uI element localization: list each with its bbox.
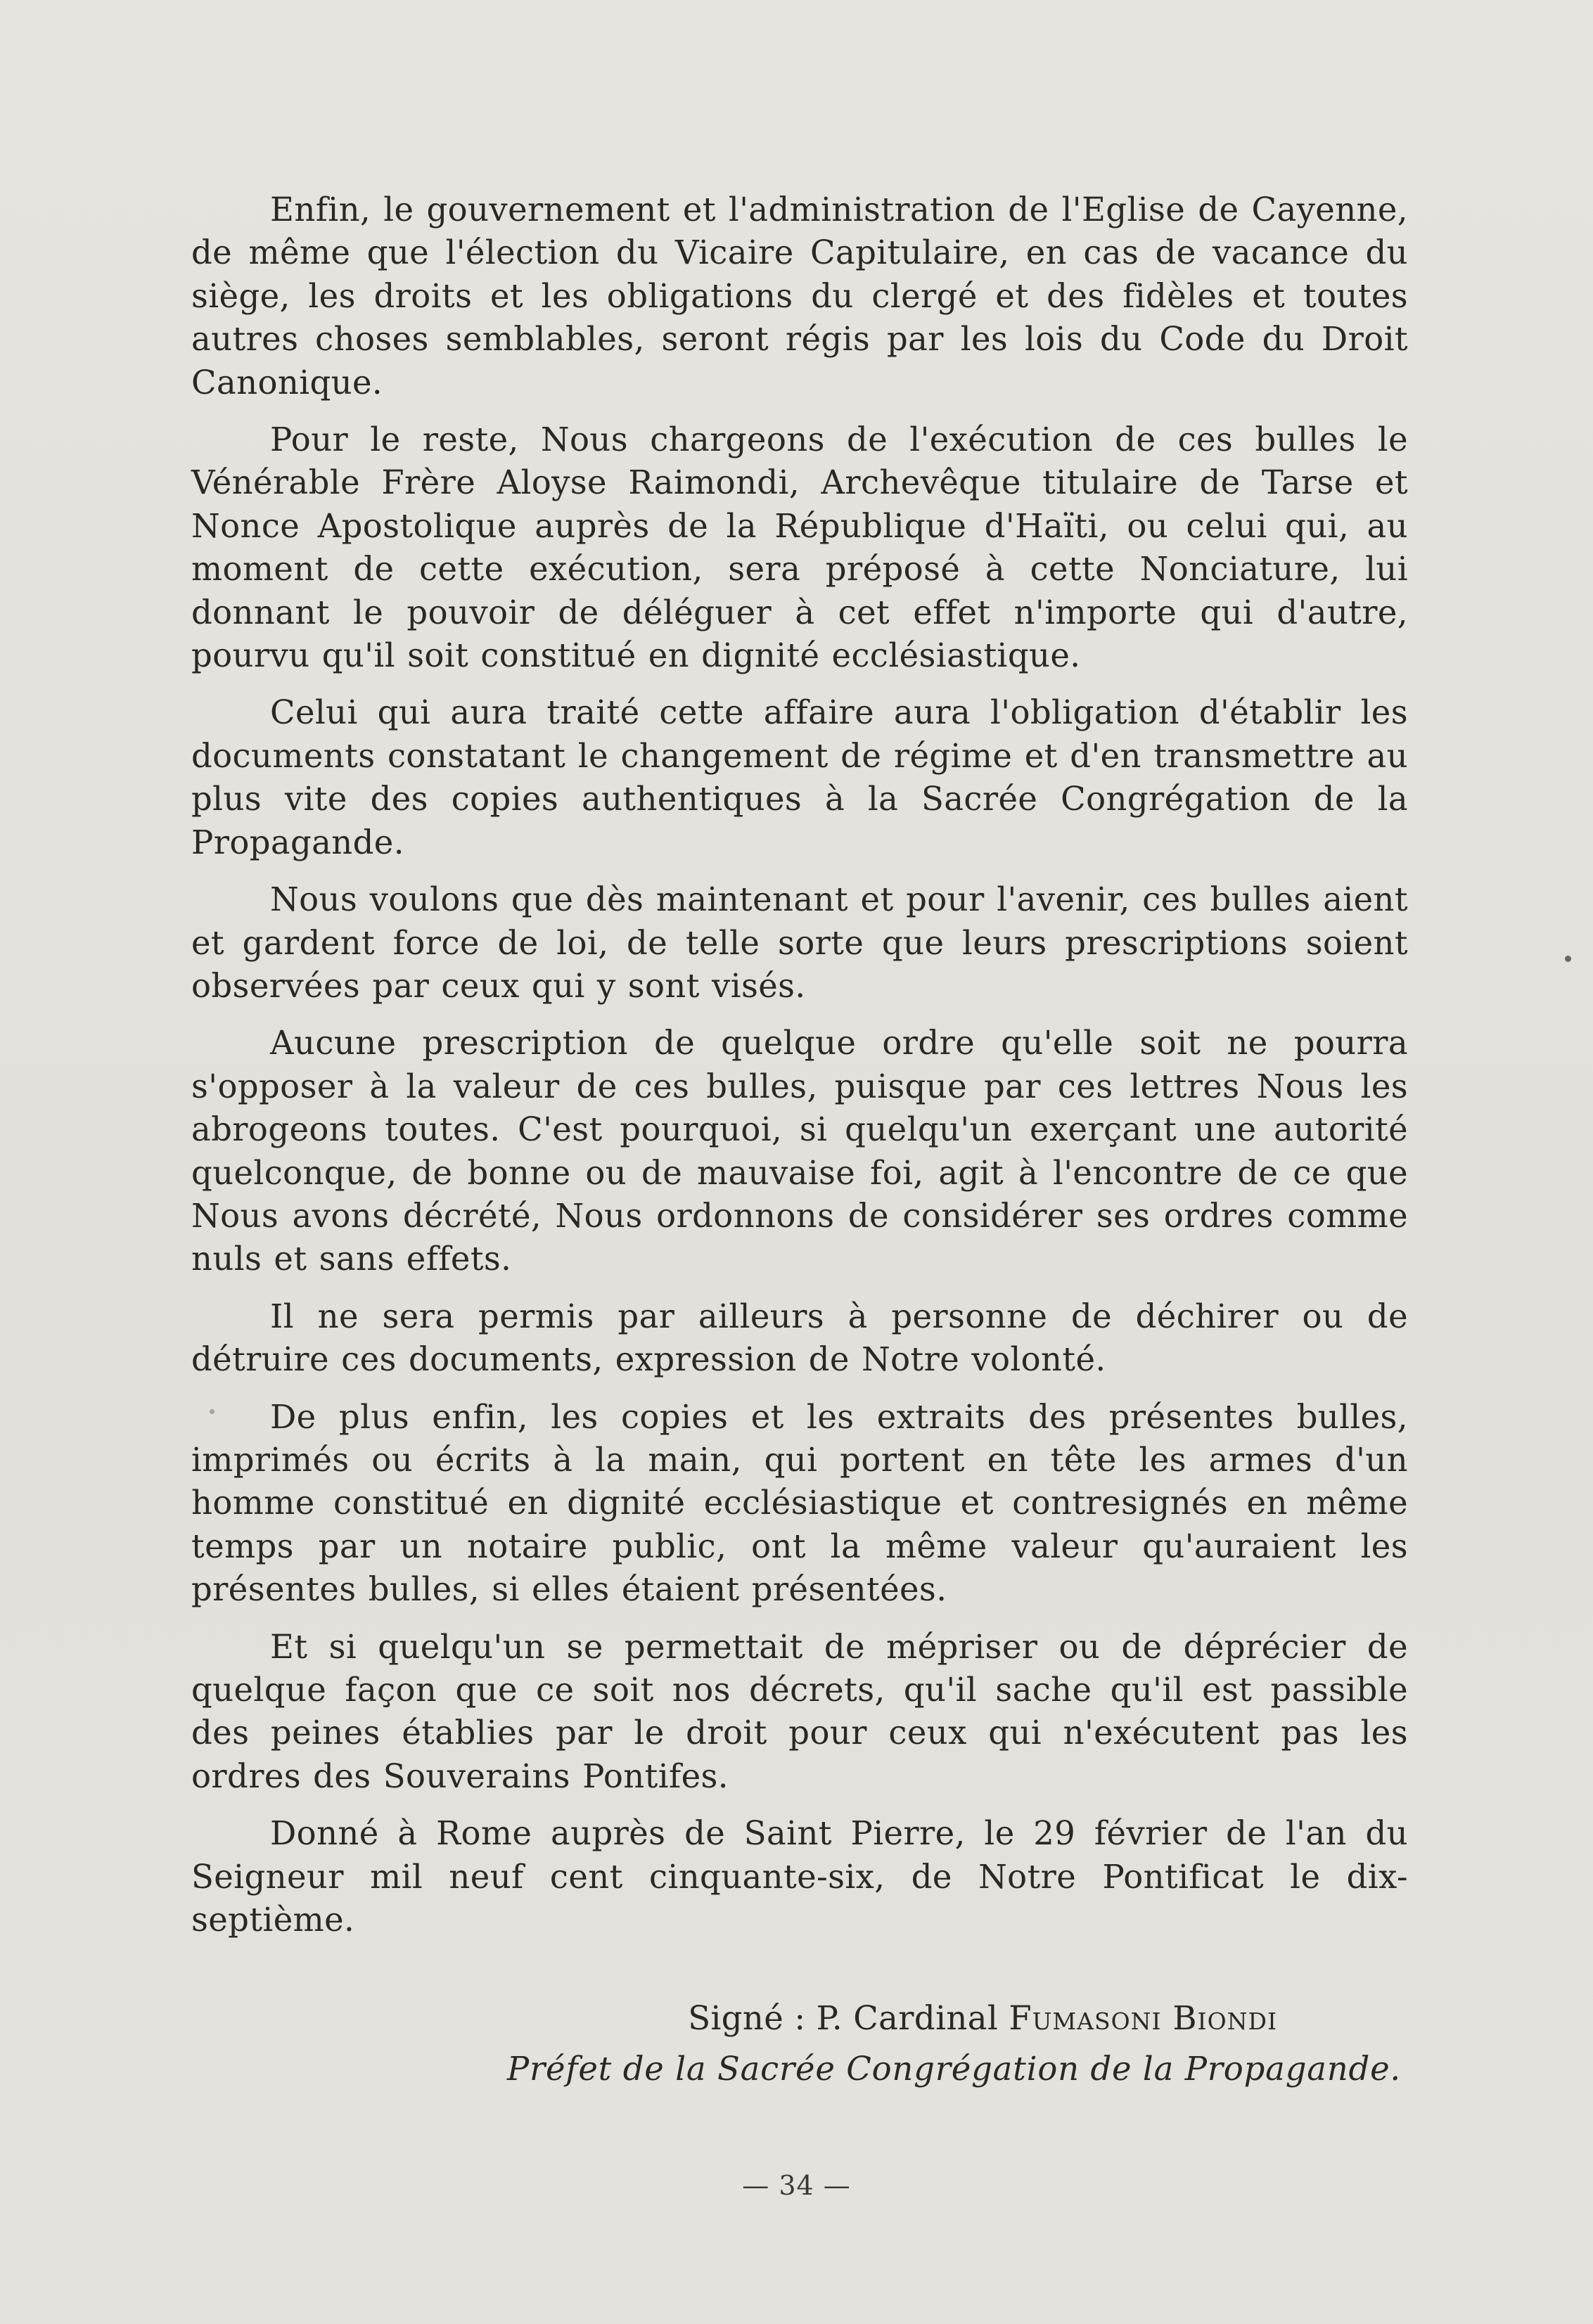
signature-line	[191, 1993, 1408, 2043]
paragraph-3: Celui qui aura traité cette affaire aura l'obligation d'établir les documents constatant le changement de régime et d'en transmettre au plus vite des copies authentiques à la Sacrée Congrégation de la Propagande.	[191, 693, 1408, 861]
paragraph-5: Aucune prescription de quelque ordre qu'elle soit ne pourra s'opposer à la valeur de ces bulles, puisque par ces lettres Nous les abrogeons toutes. C'est pourquoi, si quelqu'un exerçant une autorité quelconque, de bonne ou de mauvaise foi, agit à l'encontre de ce que Nous avons décrété, Nous ordonnons de considérer ses ordres comme nuls et sans effets.	[191, 1024, 1408, 1278]
paragraph-8: Et si quelqu'un se permettait de mépriser ou de déprécier de quelque façon que ce soit nos décrets, qu'il sache qu'il est passible des peines établies par le droit pour ceux qui n'exécutent pas les ordres des Souverains Pontifes.	[191, 1627, 1408, 1795]
paragraph-7: De plus enfin, les copies et les extraits des présentes bulles, imprimés ou écrits à la main, qui portent en tête les armes d'un homme constitué en dignité ecclésiastique et contresignés en même temps par un notaire public, ont la même valeur qu'auraient les présentes bulles, si elles étaient présentées.	[191, 1397, 1408, 1609]
paragraph-9: Donné à Rome auprès de Saint Pierre, le 29 février de l'an du Seigneur mil neuf cent cinquante-six, de Notre Pontificat le dix-septième.	[191, 1814, 1408, 1939]
ink-speck	[1565, 956, 1571, 962]
signatory-title: Préfet de la Sacrée Congrégation de la Propagande.	[506, 2050, 1401, 2088]
signature-prefix: Signé : P. Cardinal	[688, 1999, 999, 2037]
body-text	[191, 188, 1408, 1941]
paragraph-1: Enfin, le gouvernement et l'administration de l'Eglise de Cayenne, de même que l'élection du Vicaire Capitulaire, en cas de vacance du siège, les droits et les obligations du clergé et des fidèles et toutes autres choses semblables, seront régis par les lois du Code du Droit Canonique.	[191, 191, 1408, 402]
ink-speck	[210, 1409, 215, 1414]
signatory-name: Fumasoni Biondi	[1009, 1999, 1277, 2037]
paragraph-6: Il ne sera permis par ailleurs à personne de déchirer ou de détruire ces documents, expression de Notre volonté.	[191, 1297, 1408, 1379]
paragraph-4: Nous voulons que dès maintenant et pour l'avenir, ces bulles aient et gardent force de loi, de telle sorte que leurs prescriptions soient observées par ceux qui y sont visés.	[191, 880, 1408, 1005]
page-number: — 34 —	[742, 2170, 851, 2201]
signature-block	[191, 1993, 1408, 2094]
paragraph-2: Pour le reste, Nous chargeons de l'exécution de ces bulles le Vénérable Frère Aloyse Raimondi, Archevêque titulaire de Tarse et Nonce Apostolique auprès de la République d'Haïti, ou celui qui, au moment de cette exécution, sera préposé à cette Nonciature, lui donnant le pouvoir de déléguer à cet effet n'importe qui d'autre, pourvu qu'il soit constitué en dignité ecclésiastique.	[191, 420, 1408, 675]
